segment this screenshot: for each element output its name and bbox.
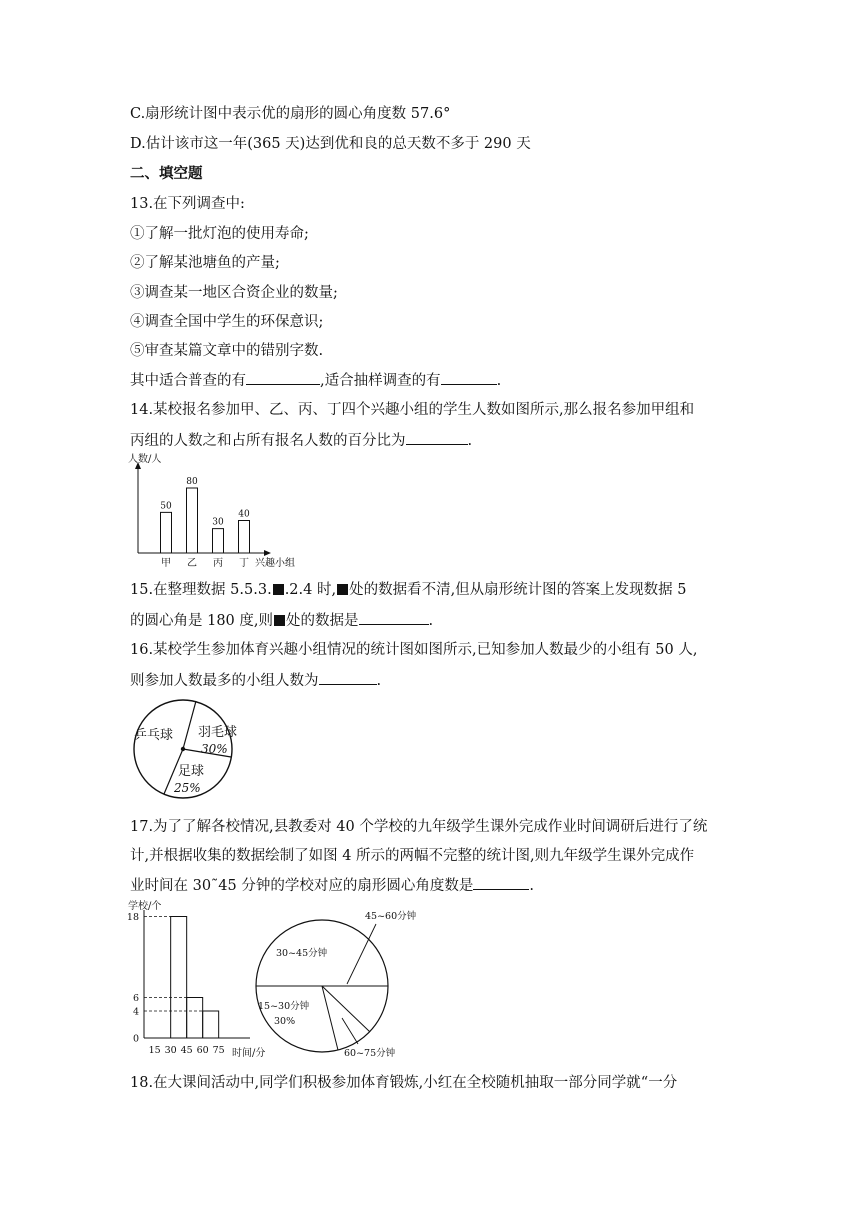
x-axis-label: 时间/分 (232, 1048, 266, 1058)
bar-series (160, 477, 250, 569)
answer-blank[interactable] (359, 610, 429, 625)
q14-line-2-text: 丙组的人数之和占所有报名人数的百分比为 (130, 433, 406, 449)
q13-answer-text-a: 其中适合普查的有 (130, 373, 246, 389)
pie-label-badminton: 羽毛球 (198, 725, 238, 740)
pie-label-60-75: 60~75分钟 (344, 1048, 396, 1059)
interest-group-bar-chart (126, 452, 326, 570)
q13-answer-line (130, 370, 501, 391)
q15-line-2-end: . (428, 613, 434, 629)
q14-line-2-end: . (467, 433, 473, 449)
x-tick-label: 60 (196, 1045, 209, 1056)
x-tick-labels (149, 1045, 225, 1056)
q15-line-1-text-c: 处的数据看不清,但从扇形统计图的答案上发现数据 5 (349, 582, 687, 598)
bar-乙 (187, 488, 198, 553)
q15-line-1-text-b: .2.4 时, (284, 582, 337, 598)
histogram-bar (187, 998, 203, 1039)
pie-slice-divider (183, 701, 196, 749)
x-tick-label: 30 (164, 1045, 177, 1056)
bar-series (171, 917, 219, 1039)
pie-label-15-30: 15~30分钟 (258, 1001, 310, 1012)
pie-label-45-60: 45~60分钟 (365, 911, 417, 922)
bar-甲 (161, 512, 172, 553)
option-c: C.扇形统计图中表示优的扇形的圆心角度数 57.6° (130, 106, 451, 122)
pie-percent-15-30: 30% (274, 1016, 296, 1027)
y-tick-label: 6 (132, 993, 139, 1004)
y-tick-label: 0 (132, 1033, 139, 1045)
q15-line-1 (130, 580, 687, 600)
option-d: D.估计该市这一年(365 天)达到优和良的总天数不多于 290 天 (130, 136, 531, 152)
x-tick-label: 15 (148, 1045, 161, 1056)
q14-line-2 (130, 430, 472, 451)
y-tick-labels (127, 912, 139, 1045)
bar-value-label: 80 (186, 477, 198, 487)
q17-line-1: 17.为了了解各校情况,县教委对 40 个学校的九年级学生课外完成作业时间调研后进行了统 (130, 819, 708, 835)
q14-line-1: 14.某校报名参加甲、乙、丙、丁四个兴趣小组的学生人数如图所示,那么报名参加甲组和 (130, 402, 695, 418)
q17-line-3-text: 业时间在 30˜45 分钟的学校对应的扇形圆心角度数是 (130, 878, 474, 894)
pie-label-football: 足球 (178, 764, 205, 779)
gridlines (144, 917, 203, 1012)
bar-丁 (239, 521, 250, 554)
q15-line-1-text-a: 15.在整理数据 5.5.3. (130, 582, 272, 598)
x-axis-arrow (264, 550, 271, 556)
y-tick-label: 4 (132, 1006, 139, 1018)
answer-blank[interactable] (473, 875, 529, 890)
y-axis-label: 学校/个 (128, 901, 162, 912)
bar-value-label: 40 (238, 509, 250, 520)
obscured-square-icon (274, 615, 285, 626)
q13-item-4: ④调查全国中学生的环保意识; (130, 314, 324, 330)
bar-value-label: 50 (160, 501, 172, 512)
pie-slice-divider (322, 986, 338, 1050)
obscured-square-icon (337, 584, 348, 595)
homework-time-histogram (126, 898, 266, 1058)
x-tick-label: 甲 (161, 558, 171, 569)
q13-stem: 13.在下列调查中: (130, 196, 245, 212)
q13-item-5: ⑤审查某篇文章中的错别字数. (130, 343, 324, 359)
pie-percent-football: 25% (174, 781, 201, 795)
q16-line-2-end: . (376, 673, 382, 689)
answer-blank[interactable] (406, 430, 468, 445)
x-tick-label: 丙 (213, 558, 223, 569)
y-axis-label: 人数/人 (128, 454, 162, 465)
q18-line-1: 18.在大课间活动中,同学们积极参加体育锻炼,小红在全校随机抽取一部分同学就“一分 (130, 1075, 678, 1091)
y-tick-label: 18 (126, 912, 139, 923)
histogram-bar (203, 1011, 219, 1038)
x-tick-label: 丁 (239, 558, 249, 569)
q13-item-1: ①了解一批灯泡的使用寿命; (130, 226, 309, 242)
section-title: 二、填空题 (130, 165, 203, 182)
q15-line-2 (130, 610, 433, 631)
q16-line-2-text: 则参加人数最多的小组人数为 (130, 673, 319, 689)
q15-line-2-text-b: 处的数据是 (286, 613, 359, 629)
label-leader-line (342, 1018, 358, 1044)
q16-line-2 (130, 670, 381, 691)
answer-blank[interactable] (246, 370, 320, 385)
q13-answer-end: . (496, 373, 502, 389)
bar-value-label: 30 (212, 517, 224, 528)
bar-丙 (213, 529, 224, 553)
q13-item-3: ③调查某一地区合资企业的数量; (130, 285, 338, 301)
q13-item-2: ②了解某池塘鱼的产量; (130, 255, 280, 271)
pie-center-dot (181, 747, 185, 751)
q15-line-2-text-a: 的圆心角是 180 度,则 (130, 613, 274, 629)
answer-blank[interactable] (319, 670, 377, 685)
x-tick-label: 乙 (187, 558, 197, 569)
q17-line-3-end: . (529, 878, 534, 894)
sports-group-pie-chart (126, 695, 244, 805)
pie-label-30-45: 30~45分钟 (276, 948, 328, 959)
x-tick-label: 45 (180, 1045, 193, 1056)
histogram-bar (171, 917, 187, 1039)
obscured-square-icon (273, 584, 284, 595)
answer-blank[interactable] (441, 370, 497, 385)
q17-line-3 (130, 875, 534, 896)
q16-line-1: 16.某校学生参加体育兴趣小组情况的统计图如图所示,已知参加人数最少的小组有 50 人, (130, 642, 698, 658)
x-axis-label: 兴趣小组 (255, 558, 295, 569)
q13-answer-text-b: ,适合抽样调查的有 (320, 373, 441, 389)
pie-percent-badminton: 30% (201, 742, 228, 756)
homework-time-pie-chart (252, 898, 422, 1060)
pie-label-pingpong: 乒乓球 (134, 728, 174, 743)
q17-line-2: 计,并根据收集的数据绘制了如图 4 所示的两幅不完整的统计图,则九年级学生课外完成作 (130, 848, 695, 864)
x-tick-label: 75 (212, 1045, 225, 1056)
